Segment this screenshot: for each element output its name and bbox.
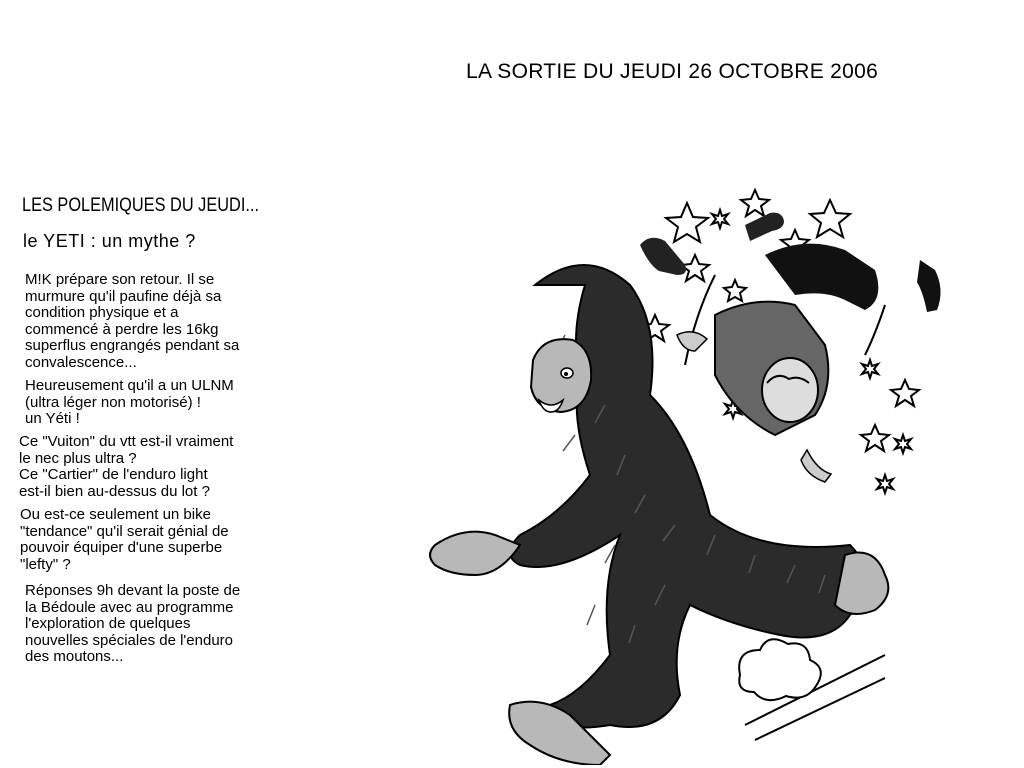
text-line: est-il bien au-dessus du lot ? (19, 482, 210, 500)
text-line: Ou est-ce seulement un bike (20, 506, 211, 523)
text-line: convalescence... (25, 353, 137, 371)
article-subtitle: le YETI : un mythe ? (23, 231, 196, 251)
text-line: (ultra léger non motorisé) ! (25, 393, 201, 411)
text-line: Ce "Vuiton" du vtt est-il vraiment (19, 433, 234, 450)
text-line: la Bédoule avec au programme (25, 598, 234, 616)
text-line: condition physique et a (25, 304, 179, 321)
yeti-cartoon-icon (415, 185, 975, 765)
paragraph-comeback (25, 272, 239, 371)
text-line: Heureusement qu'il a un ULNM (25, 377, 234, 394)
text-line: nouvelles spéciales de l'enduro (25, 631, 234, 649)
text-line: "lefty" ? (20, 555, 71, 573)
text-line: Réponses 9h devant la poste de (25, 582, 241, 599)
text-line: un Yéti ! (25, 410, 80, 427)
paragraph-reponses (25, 583, 240, 666)
paragraph-tendance (20, 507, 229, 573)
section-title: LES POLEMIQUES DU JEUDI... (22, 195, 259, 216)
text-line: murmure qu'il paufine déjà sa (25, 287, 222, 305)
text-line: le nec plus ultra ? (19, 449, 137, 467)
text-line: M!K prépare son retour. Il se (25, 271, 215, 288)
page-title: LA SORTIE DU JEUDI 26 OCTOBRE 2006 (466, 60, 879, 83)
text-line: l'exploration de quelques (25, 615, 191, 632)
text-line: Ce "Cartier" de l'enduro light (19, 466, 208, 483)
paragraph-vuiton (19, 434, 233, 500)
text-line: pouvoir équiper d'une superbe (20, 539, 223, 556)
text-line: des moutons... (25, 648, 124, 665)
paragraph-ulnm (25, 378, 234, 428)
text-line: commencé à perdre les 16kg (25, 320, 219, 338)
text-line: superflus engrangés pendant sa (25, 337, 240, 354)
text-line: "tendance" qu'il serait génial de (20, 522, 229, 540)
